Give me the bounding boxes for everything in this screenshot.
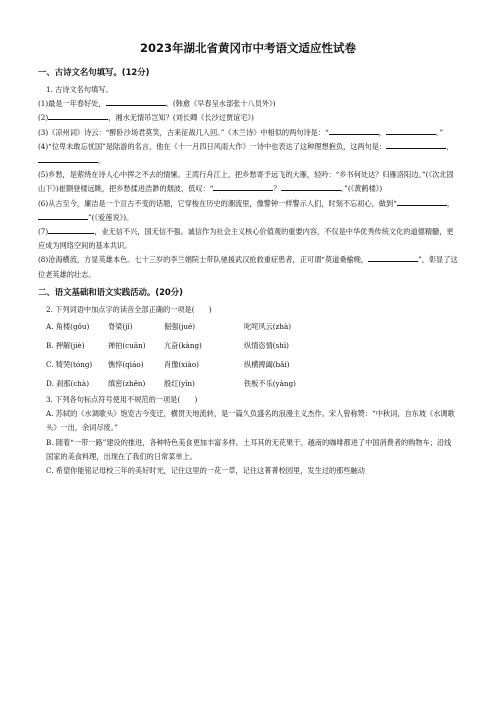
answer-blank[interactable] bbox=[281, 182, 341, 191]
option-b-word-3: 亢奋(kàng) bbox=[164, 341, 202, 351]
answer-blank[interactable] bbox=[386, 126, 436, 135]
question-1-item-8: (8)沧海横流，方显英雄本色。七十三岁的李兰娟院士带队驰援武汉抢救重症患者，正可谓“莫道桑榆晚， ”，彰显了这位老英雄的壮志。 bbox=[38, 255, 458, 279]
option-a-word-1[interactable]: A. 角楼(gǒu) bbox=[46, 322, 90, 332]
option-a-word-3: 倔强(jué) bbox=[164, 322, 196, 332]
section-heading-2: 二、语文基础和语文实践活动。(20分) bbox=[38, 286, 183, 297]
option-c-word-3: 肖像(xiào) bbox=[164, 360, 199, 370]
option-d-word-1[interactable]: D. 刹那(chà) bbox=[46, 379, 89, 389]
option-d-word-2: 缜密(zhěn) bbox=[108, 379, 146, 389]
answer-blank[interactable] bbox=[106, 97, 166, 106]
question-1-item-4: (4)“位卑未敢忘忧国”是陆游的名言，他在《十一月四日风雨大作》一诗中也表达了这种理想抱负，这两句是： ，。 bbox=[38, 141, 454, 166]
section-heading-1: 一、古诗文名句填写。(12分) bbox=[38, 67, 150, 77]
option-d-word-3: 殷红(yǐn) bbox=[164, 379, 195, 389]
answer-blank[interactable] bbox=[213, 182, 273, 191]
question-2-stem: 2. 下列词语中加点字的读音全部正确的一项是( ) bbox=[46, 304, 212, 314]
answer-blank[interactable] bbox=[329, 126, 379, 135]
option-a-word-2: 脊梁(jǐ) bbox=[108, 322, 133, 332]
question-1-item-6: (6)从古至今，廉洁是一个亘古不变的话题，它穿梭在历史的潮流里，像警钟一样警示人们，时刻不忘初心，做到“ ，”(《爱莲说》)。 bbox=[38, 198, 455, 222]
question-1-item-2: (2) ，湘水无情吊岂知？(刘长卿《长沙过贾谊宅》) bbox=[38, 113, 254, 123]
option-d-word-4: 铁板不乐(yàng) bbox=[244, 379, 296, 389]
option-c-word-1[interactable]: C. 犄哭(tóng) bbox=[46, 360, 93, 370]
answer-blank[interactable] bbox=[48, 225, 94, 234]
option-b-word-2: 禅拍(cuān) bbox=[108, 341, 146, 351]
option-b-word-1[interactable]: B. 押解(jiè) bbox=[46, 341, 85, 351]
answer-blank[interactable] bbox=[386, 140, 446, 149]
answer-blank[interactable] bbox=[368, 253, 418, 262]
question-3-option-b[interactable]: B. 随着“一带一路”建设的推进，各种特色美食更加丰富多样。土耳其的无花果干、越南的咖啡都进了中国消费者的购物车；沿线国家的美食料理，出现在了我们的日常菜单上。 bbox=[46, 437, 452, 461]
option-a-word-4: 叱咤风云(zhà) bbox=[244, 322, 292, 332]
question-1-item-5: (5)乡愁，是萦绕在诗人心中挥之不去的情愫。王湾行舟江上，把乡愁寄予远飞的大雁，轻吟：“乡书何处达？归雁洛阳边。”(《次北固山下》)崔颢登楼远眺，把乡愁揉进浩渺的烟波，低叹：“ ？ 。”(《黄鹤楼》) bbox=[38, 170, 454, 194]
question-1-stem: 1. 古诗文名句填写。 bbox=[46, 85, 113, 94]
question-1-item-3: (3)《凉州词》诗云：“醉卧沙场君莫笑，古来征战几人回。”《木兰诗》中相似的两句诗是：“ ， 。” bbox=[38, 127, 444, 137]
page-title: 2023年湖北省黄冈市中考语文适应性试卷 bbox=[139, 41, 356, 55]
answer-blank[interactable] bbox=[38, 154, 98, 163]
question-1-item-1: (1)最是一年春好处， 。(韩愈《早春呈水部张十八员外》) bbox=[38, 99, 276, 109]
answer-blank[interactable] bbox=[38, 211, 88, 220]
answer-blank[interactable] bbox=[48, 111, 108, 120]
question-3-stem: 3. 下列各句标点符号使用不规范的一项是( ) bbox=[46, 395, 198, 405]
question-1-item-7: (7) ，业无信不兴，国无信不强。诚信作为社会主义核心价值观的重要内容，不仅是中华优秀传统文化的道德精髓，更应成为网络空间的基本共识。 bbox=[38, 227, 454, 251]
option-c-word-4: 纵横捭阖(bǎi) bbox=[244, 360, 290, 370]
question-2-options bbox=[46, 317, 458, 393]
answer-blank[interactable] bbox=[397, 197, 447, 206]
question-3-option-c[interactable]: C. 希望你能铭记母校三年的美好时光，记住这里的一花一草，记住这菁菁校园里，发生过的那些触动 bbox=[46, 466, 365, 476]
question-3-option-a[interactable]: A. 苏轼的《水调歌头》饱览古今变迁，横贯天地流转，是一篇久负盛名的浪漫主义杰作。宋人曾称赞：“中秋词，自东坡《水调歌头》一出，余词尽废。” bbox=[46, 409, 455, 433]
option-b-word-4: 纵情恣情(shì) bbox=[244, 341, 289, 351]
option-c-word-2: 憔悴(qiáo) bbox=[108, 360, 144, 370]
